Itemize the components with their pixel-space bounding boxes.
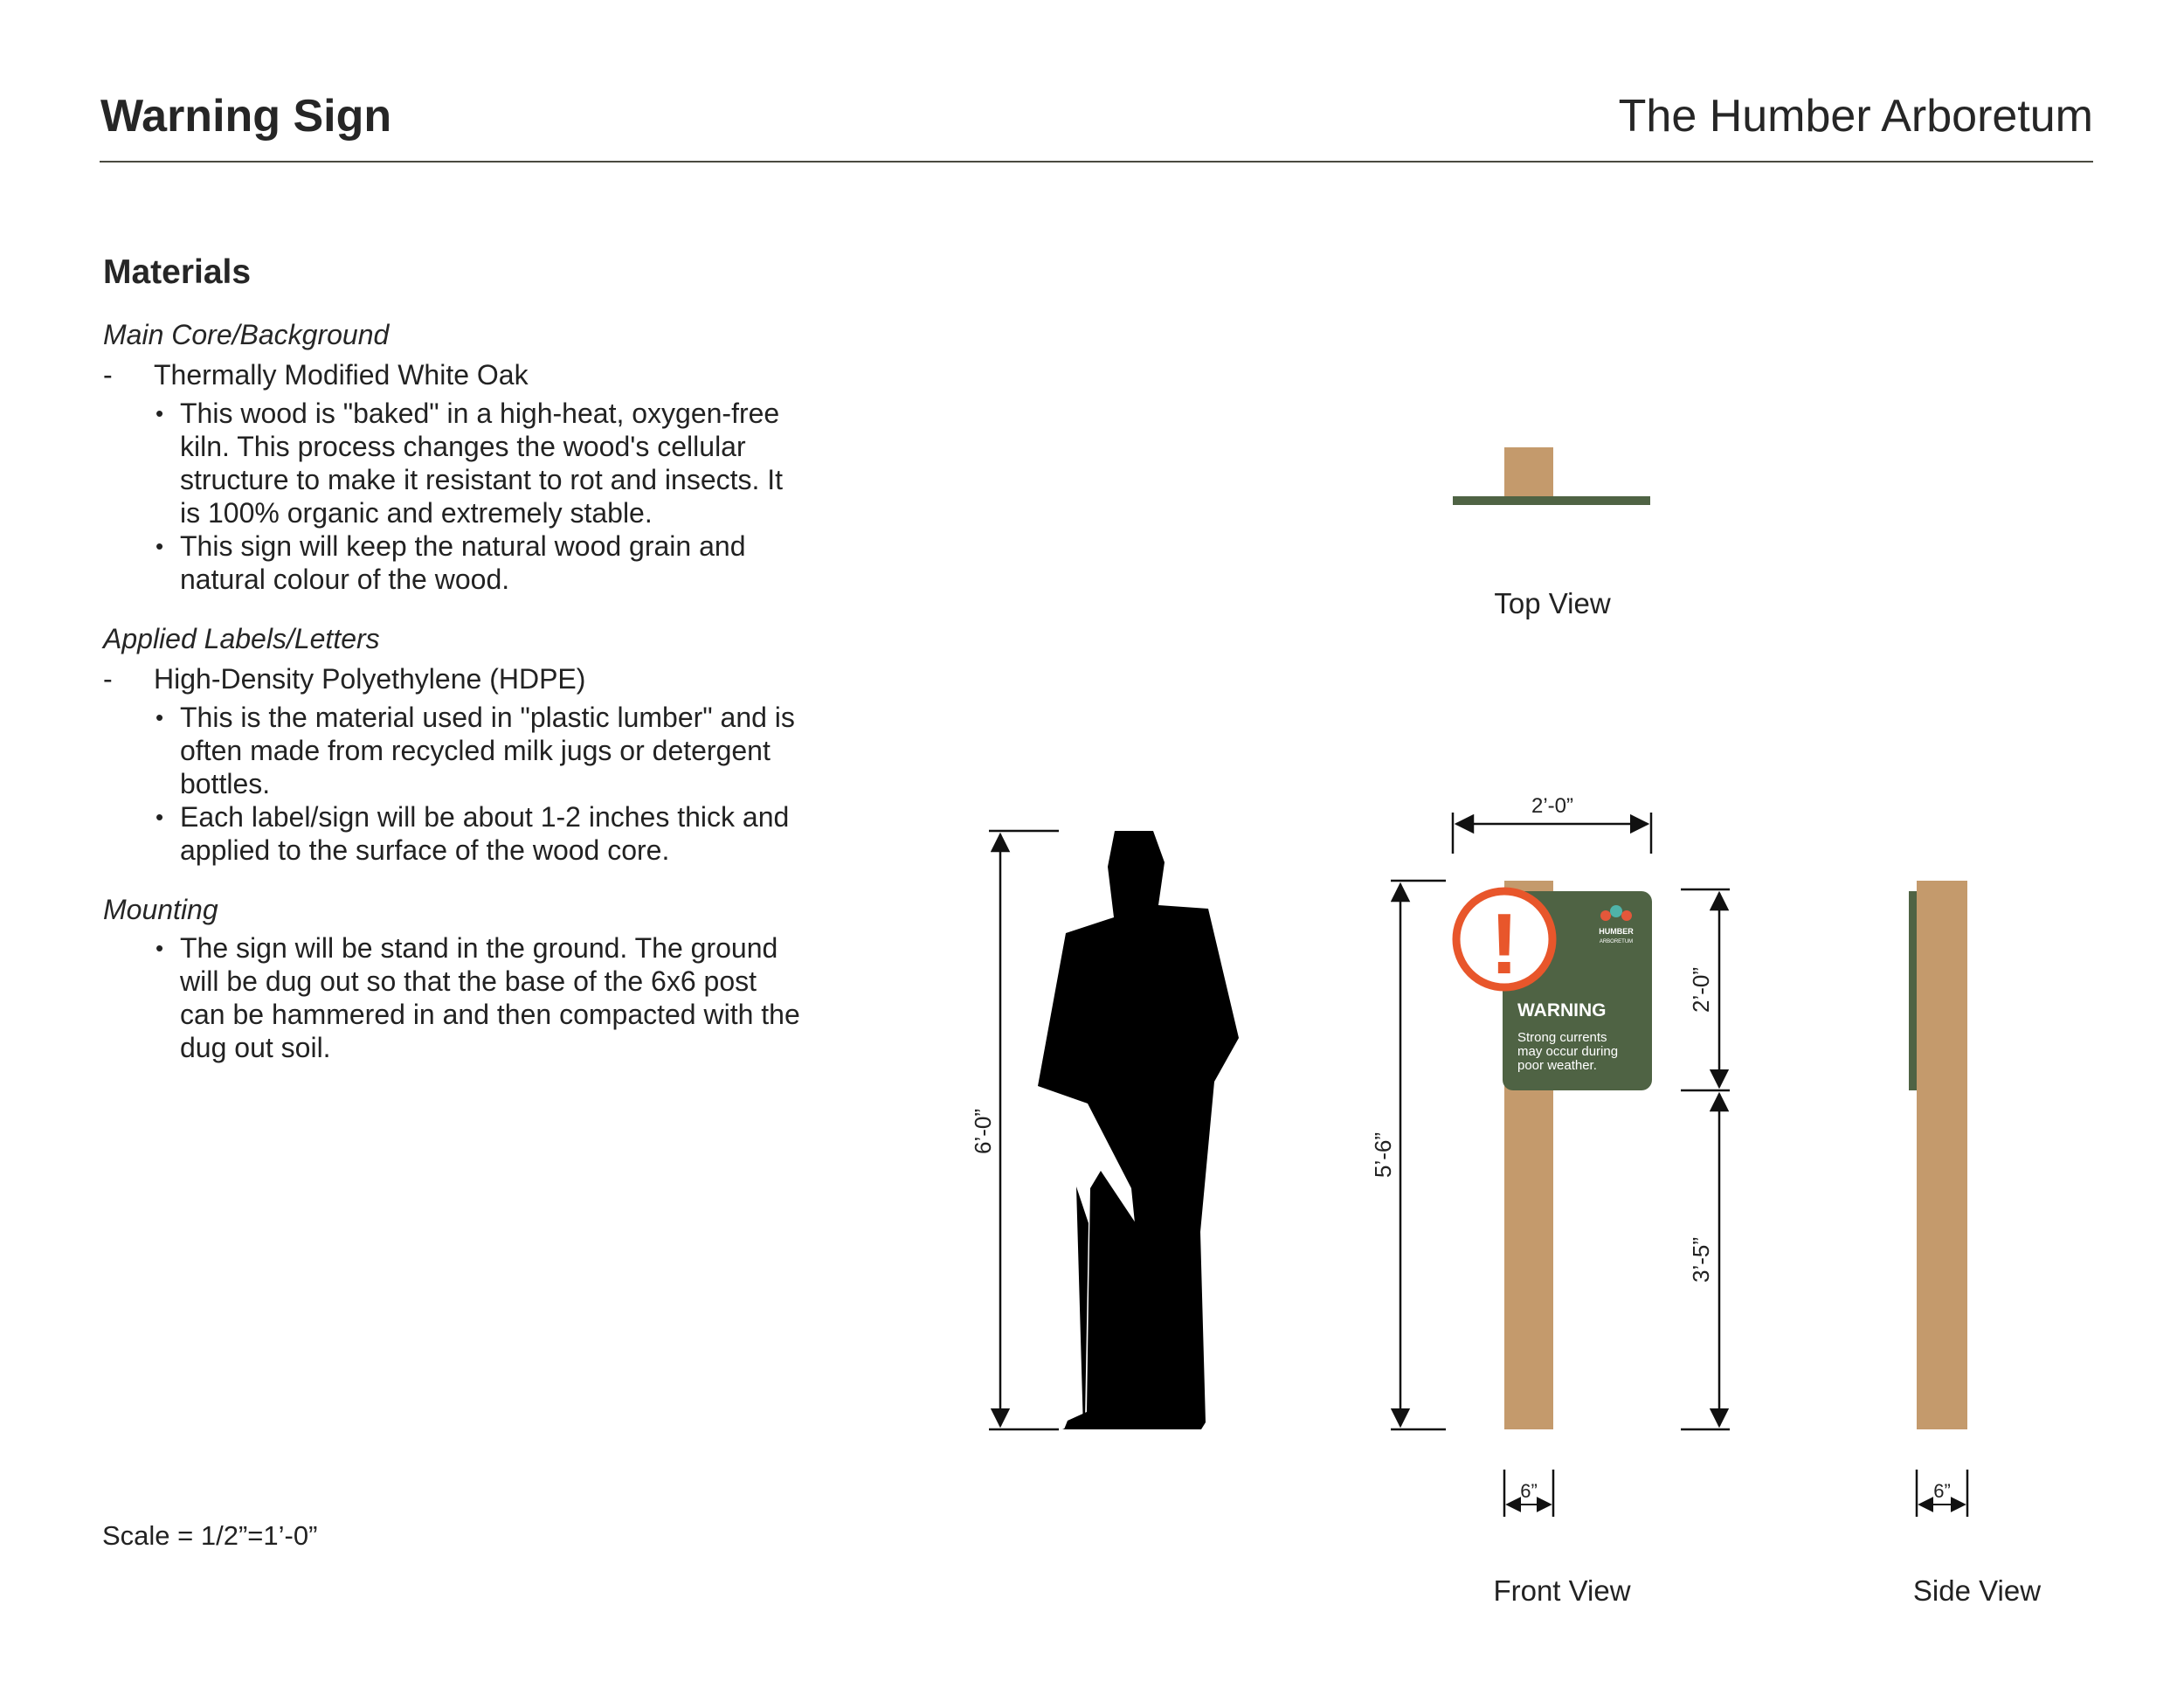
panel-top-section: [1453, 496, 1650, 505]
post-top-section: [1504, 447, 1553, 498]
sign-message-line: poor weather.: [1517, 1058, 1597, 1073]
top-view-label: Top View: [1494, 587, 1611, 619]
side-view: [1909, 881, 2041, 1607]
section-title: Applied Labels/Letters: [103, 623, 380, 654]
bullet-item: • The sign will be stand in the ground. The ground will be dug out so that the base of the 6x6 post can be hammered in and then compacted with the dug out soil.: [156, 931, 802, 1064]
side-width-label: 6”: [1933, 1480, 1951, 1502]
total-height-label: 5’-6”: [1370, 1131, 1396, 1179]
logo-text-line: ARBORETUM: [1599, 939, 1634, 944]
top-view: [1453, 447, 1650, 619]
document-title: Warning Sign: [100, 91, 392, 142]
bullet-item: • This sign will keep the natural wood grain and natural colour of the wood.: [156, 529, 802, 596]
scale-note: Scale = 1/2”=1’-0”: [102, 1520, 318, 1551]
sign-message-line: may occur during: [1517, 1044, 1619, 1059]
side-post: [1917, 881, 1967, 1429]
person-height-label: 6’-0”: [970, 1108, 996, 1155]
material-item: - Thermally Modified White Oak: [103, 355, 802, 395]
organization-name: The Humber Arboretum: [1618, 91, 2093, 142]
material-item-label: Thermally Modified White Oak: [154, 359, 529, 391]
materials-heading: Materials: [103, 253, 252, 291]
person-silhouette: [1038, 831, 1239, 1429]
alert-exclamation-icon: !: [1489, 896, 1519, 992]
section-title: Main Core/Background: [103, 319, 390, 350]
panel-height-label: 2’-0”: [1688, 966, 1714, 1013]
bullet-item: • This is the material used in "plastic lumber" and is often made from recycled milk jugs or detergent bottles.: [156, 701, 802, 800]
material-item-label: High-Density Polyethylene (HDPE): [154, 663, 586, 695]
section-title: Mounting: [103, 894, 218, 925]
person-silhouette-legs: [1064, 1171, 1136, 1429]
logo-tree-icon: [1610, 905, 1622, 917]
front-view-label: Front View: [1493, 1574, 1631, 1607]
bullet-item: • This wood is "baked" in a high-heat, oxygen-free kiln. This process changes the wood's cellular structure to make it resistant to rot and insects. It is 100% organic and extremely stable.: [156, 397, 802, 529]
front-view: [1370, 794, 1730, 1607]
person-scale-figure: [970, 831, 1239, 1429]
logo-text-line: HUMBER: [1599, 927, 1634, 936]
side-view-label: Side View: [1912, 1574, 2042, 1607]
logo-tree-icon: [1621, 910, 1632, 921]
sign-warning-heading: WARNING: [1517, 1000, 1607, 1020]
sign-message-line: Strong currents: [1517, 1030, 1607, 1045]
person-silhouette-leg: [1062, 1186, 1089, 1429]
bullet-item: • Each label/sign will be about 1-2 inches thick and applied to the surface of the wood core.: [156, 800, 802, 867]
post-width-label: 6”: [1520, 1480, 1538, 1502]
post-height-label: 3’-5”: [1688, 1236, 1714, 1283]
logo-tree-icon: [1600, 910, 1611, 921]
side-panel-edge: [1909, 891, 1917, 1090]
sign-width-label: 2’-0”: [1531, 794, 1574, 818]
material-item: - High-Density Polyethylene (HDPE): [103, 659, 802, 699]
